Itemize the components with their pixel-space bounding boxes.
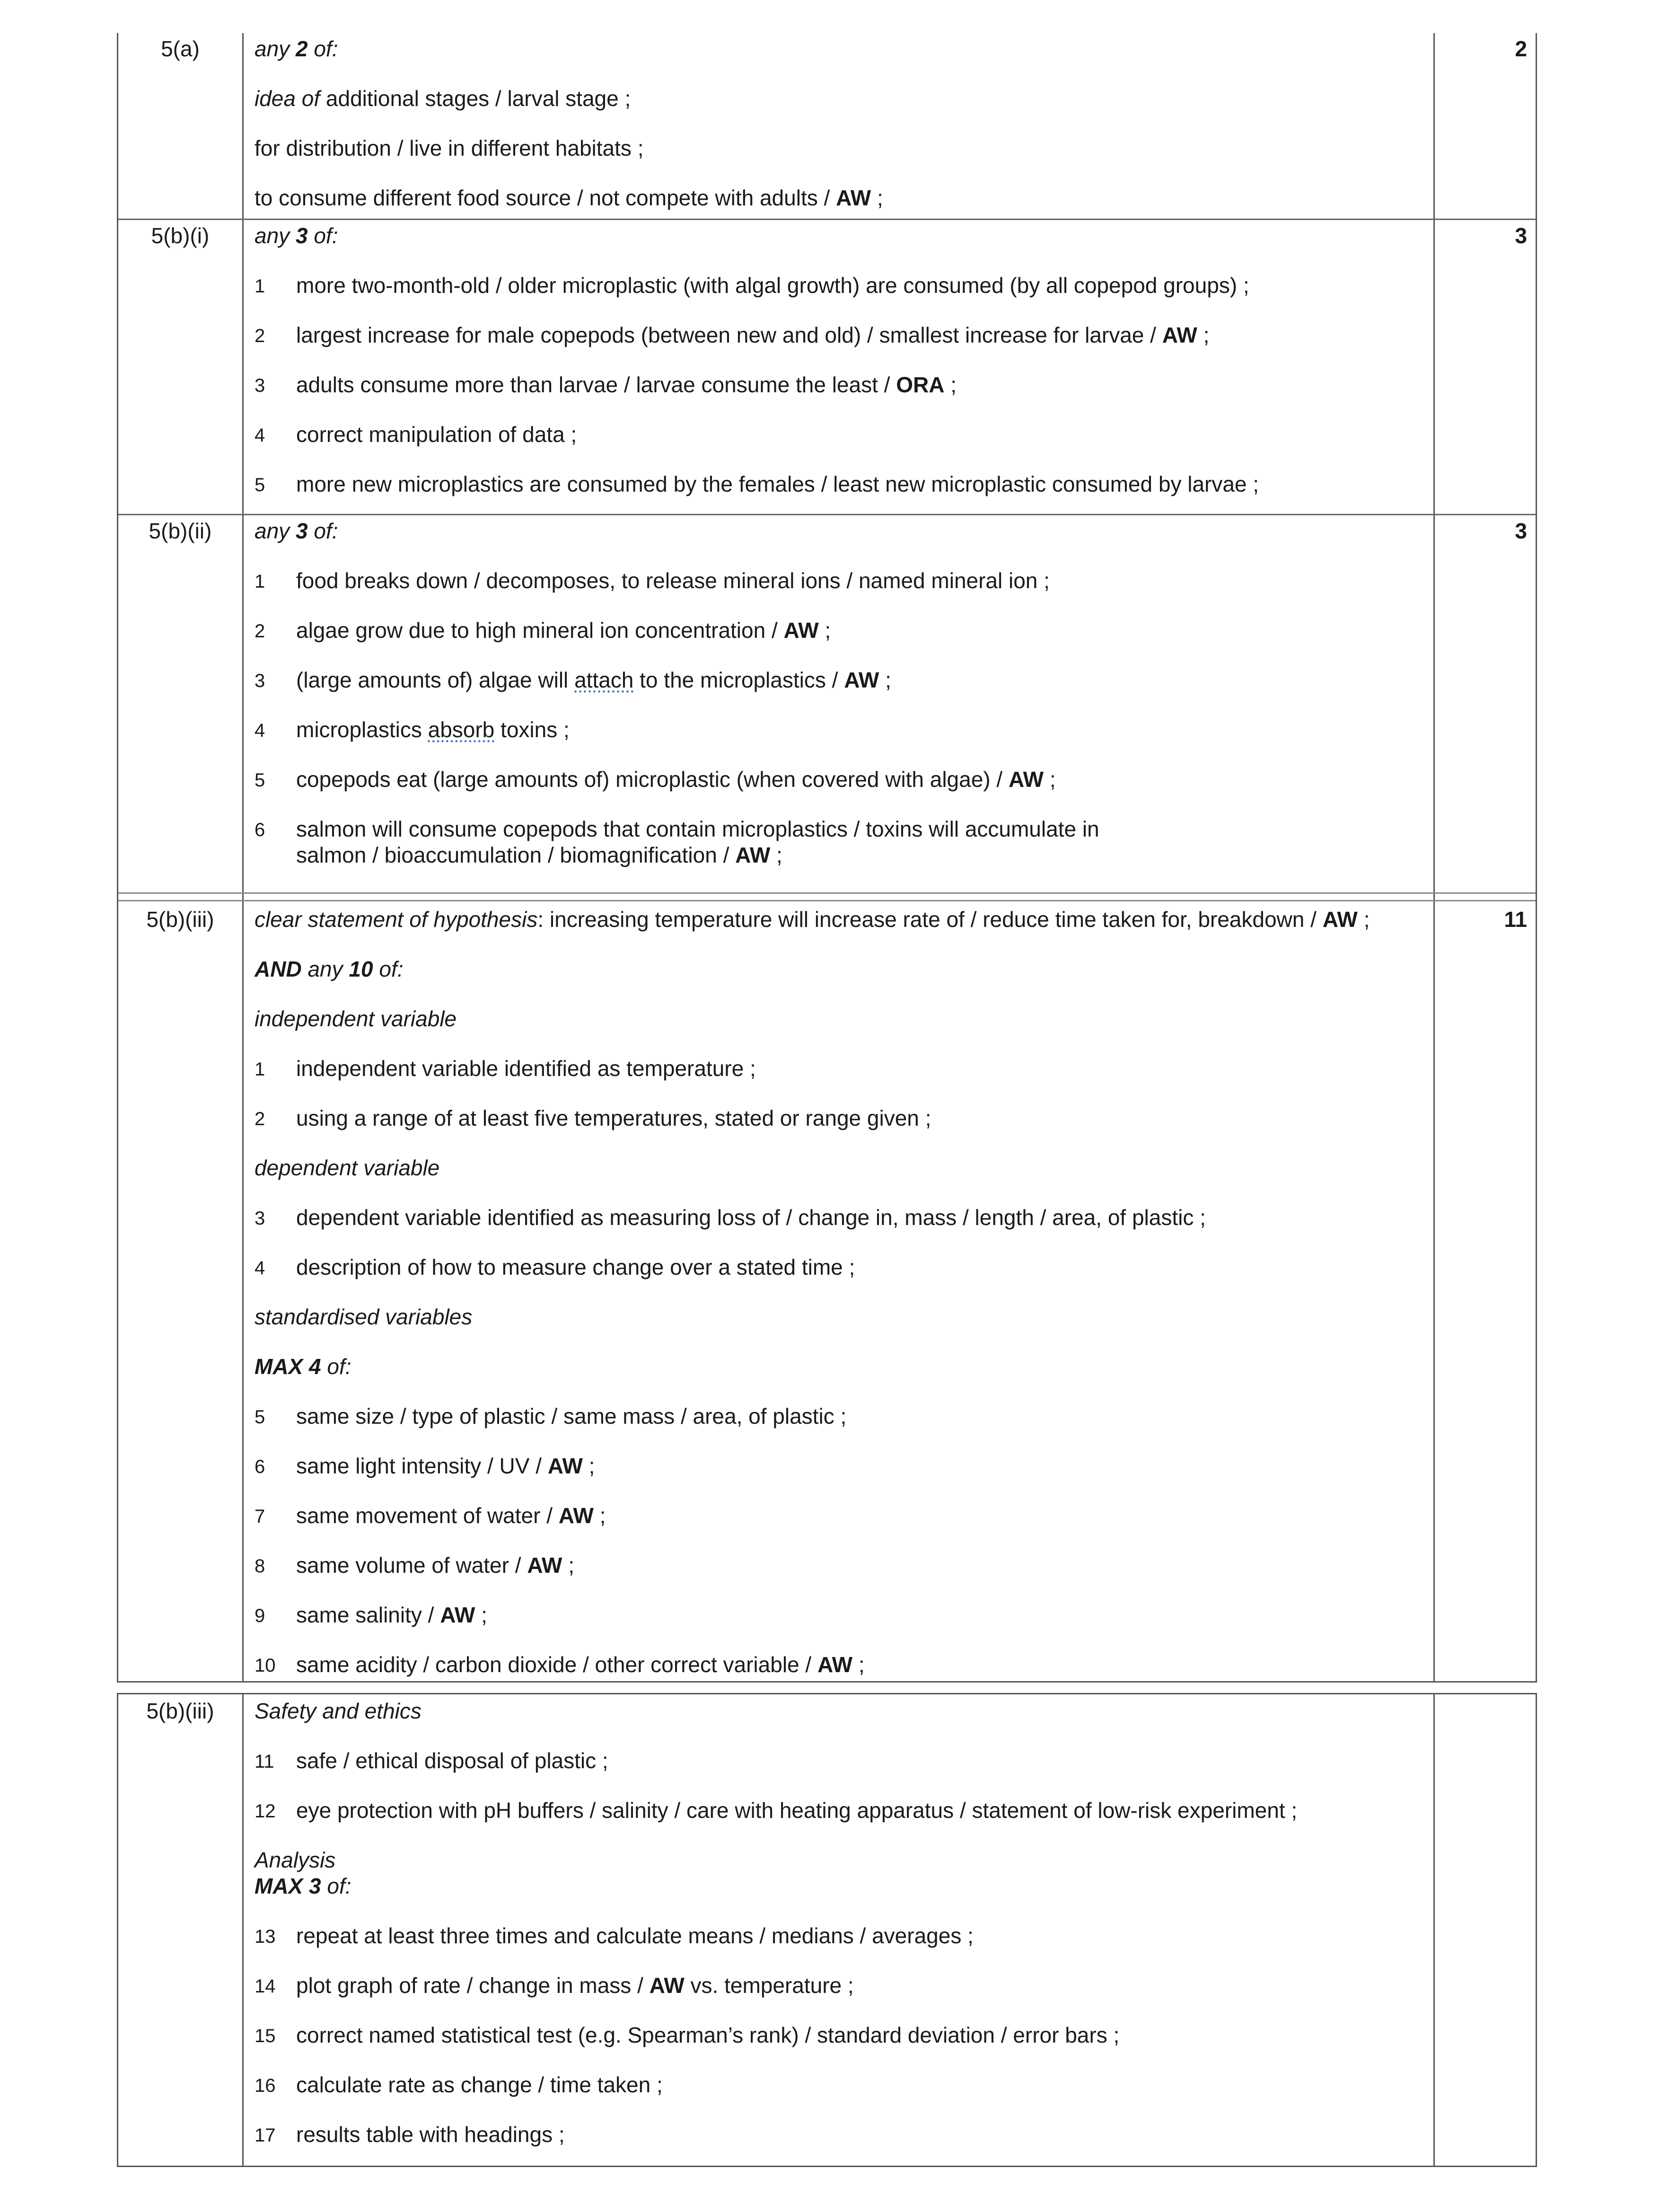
numbered-point [255,1254,1427,1280]
text: ; [852,1652,865,1677]
mark-scheme-table [117,33,1537,1683]
text: copepods eat (large amounts of) microplastic (when covered with algae) / [296,767,1009,792]
point-number: 7 [255,1506,265,1527]
text: same movement of water / [296,1503,559,1528]
numbered-point [255,1652,1427,1678]
hypothesis-line [255,907,1427,933]
text: calculate rate as change / time taken ; [296,2072,663,2097]
numbered-point [255,1503,1427,1529]
instruction-line [255,36,1427,62]
text: AW [649,1973,685,1998]
point-number: 3 [255,375,265,396]
text: AW [547,1454,583,1478]
answer-text [255,907,1427,1701]
text: same light intensity / UV / [296,1454,548,1478]
text: same volume of water / [296,1553,527,1577]
numbered-point [255,568,1427,594]
instruction-line [255,1354,1427,1380]
text: largest increase for male copepods (between new and old) / smallest increase for larvae / [296,323,1162,347]
point-number: 8 [255,1556,265,1577]
text: AND [255,957,302,981]
point-number: 6 [255,820,265,840]
text: safe / ethical disposal of plastic ; [296,1748,608,1773]
numbered-point [255,1973,1427,1999]
text: of: [307,519,338,543]
numbered-point [255,1602,1427,1628]
row-5biii [118,904,1536,1683]
text: to the microplastics / [633,668,844,692]
numbered-point [255,1056,1427,1082]
text: 3 [295,519,308,543]
text: ; [1044,767,1056,792]
text: ; [582,1454,595,1478]
text: more new microplastics are consumed by the females / least new microplastic consumed by larvae ; [296,472,1259,496]
text: ; [770,843,782,867]
point-number: 5 [255,1407,265,1428]
numbered-point [255,2022,1427,2048]
answer-text [255,1698,1427,2171]
point-number: 17 [255,2125,276,2146]
text: of: [373,957,404,981]
text: clear statement of hypothesis [255,907,538,932]
text: more two-month-old / older microplastic (with algal growth) are consumed (by all copepod groups) ; [296,273,1249,298]
text: ; [871,185,883,210]
instruction-line [255,518,1427,544]
numbered-point [255,1403,1427,1429]
text: ; [475,1603,487,1627]
text: of: [307,36,338,61]
text: MAX 4 [255,1354,321,1379]
text: idea of [255,86,320,111]
point-number: 9 [255,1605,265,1626]
question-number: 5(b)(i) [151,223,210,248]
text: any [255,223,296,248]
text: salmon will consume copepods that contain microplastics / toxins will accumulate in [296,817,1099,841]
text: AW [558,1503,594,1528]
numbered-point [255,322,1427,348]
text: dependent variable identified as measuring loss of / change in, mass / length / area, of plastic ; [296,1205,1206,1230]
marks-value: 2 [1515,36,1527,61]
text: plot graph of rate / change in mass / [296,1973,650,1998]
text: of: [307,223,338,248]
numbered-point [255,1923,1427,1949]
text: food breaks down / decomposes, to release mineral ions / named mineral ion ; [296,568,1050,593]
point-number: 2 [255,326,265,346]
text: same size / type of plastic / same mass / area, of plastic ; [296,1404,847,1428]
numbered-point [255,617,1427,643]
point-number: 16 [255,2075,276,2096]
point-number: 5 [255,770,265,791]
text: adults consume more than larvae / larvae consume the least / [296,372,896,397]
section-heading: Safety and ethics [255,1699,422,1723]
numbered-point [255,1205,1427,1231]
text: ; [944,372,957,397]
numbered-point [255,717,1427,743]
text: 10 [349,957,373,981]
point-number: 4 [255,425,265,446]
row-5bi [118,220,1536,515]
question-number: 5(b)(iii) [146,1699,214,1723]
answer-text [255,518,1427,868]
text: AW [440,1603,475,1627]
text: correct named statistical test (e.g. Spearman’s rank) / standard deviation / error bars ; [296,2023,1120,2047]
section-heading: independent variable [255,1006,457,1031]
text: AW [783,618,819,643]
point-number: 11 [255,1751,274,1772]
question-number: 5(a) [161,36,200,61]
text: eye protection with pH buffers / salinity / care with heating apparatus / statement of low-risk experiment ; [296,1798,1298,1823]
point-number: 3 [255,670,265,691]
text: AW [1322,907,1358,932]
point-number: 15 [255,2026,276,2046]
text: any [301,957,349,981]
text: AW [1162,323,1197,347]
instruction-line [255,956,1427,982]
numbered-point [255,422,1427,448]
point-number: 2 [255,621,265,642]
text: independent variable identified as temperature ; [296,1056,756,1081]
text: to consume different food source / not compete with adults / [255,185,836,210]
point-number: 4 [255,720,265,741]
row-divider [118,900,1536,901]
text: AW [527,1553,562,1577]
point-number: 4 [255,1258,265,1278]
text: same acidity / carbon dioxide / other correct variable / [296,1652,817,1677]
text: vs. temperature ; [684,1973,854,1998]
numbered-point [255,1552,1427,1578]
answer-line [255,86,1427,112]
text: same salinity / [296,1603,440,1627]
point-number: 1 [255,571,265,592]
numbered-point [255,816,1427,868]
text: toxins ; [494,717,570,742]
numbered-point [255,273,1427,299]
instruction-line [255,1873,1427,1899]
point-number: 5 [255,475,265,495]
text: MAX 3 [255,1874,321,1898]
numbered-point [255,372,1427,398]
text: results table with headings ; [296,2122,565,2147]
question-number: 5(b)(ii) [149,519,212,543]
text: AW [844,668,879,692]
text: ORA [896,372,945,397]
instruction-line [255,223,1427,249]
text: correct manipulation of data ; [296,422,577,447]
text: of: [321,1874,351,1898]
text: using a range of at least five temperatures, stated or range given ; [296,1106,931,1130]
answer-line [255,185,1427,211]
point-number: 6 [255,1456,265,1477]
marks-value: 11 [1504,907,1527,932]
text: microplastics [296,717,428,742]
point-number: 10 [255,1655,276,1676]
row-divider [118,892,1536,894]
text: absorb [428,717,495,742]
text: (large amounts of) algae will [296,668,575,692]
section-heading: dependent variable [255,1155,440,1180]
point-number: 2 [255,1109,265,1129]
numbered-point [255,1798,1427,1824]
row-5bii [118,515,1536,892]
question-number: 5(b)(iii) [146,907,214,932]
numbered-point [255,667,1427,693]
numbered-point [255,1105,1427,1131]
text: AW [735,843,771,867]
text: additional stages / larval stage ; [320,86,631,111]
point-number: 3 [255,1208,265,1229]
numbered-point [255,2122,1427,2148]
point-number: 13 [255,1926,276,1947]
text: AW [836,185,871,210]
answer-text [255,36,1427,235]
text: repeat at least three times and calculate means / medians / averages ; [296,1923,974,1948]
text: ; [818,618,831,643]
marks-value: 3 [1515,519,1527,543]
answer-text [255,223,1427,521]
text: of: [321,1354,351,1379]
text: attach [574,668,634,692]
row-5biii-continued [118,1694,1536,2168]
answer-line: for distribution / live in different habitats ; [255,136,644,160]
text: ; [1357,907,1370,932]
point-number: 1 [255,1059,265,1080]
text: description of how to measure change over a stated time ; [296,1255,855,1279]
text: any [255,36,296,61]
point-number: 1 [255,276,265,297]
numbered-point [255,2072,1427,2098]
point-number: 14 [255,1976,276,1997]
mark-scheme-table-continued [117,1693,1537,2167]
marks-value: 3 [1515,223,1527,248]
text: : increasing temperature will increase rate of / reduce time taken for, breakdown / [537,907,1323,932]
text: ; [1197,323,1210,347]
row-5a [118,33,1536,220]
text: ; [562,1553,574,1577]
text: algae grow due to high mineral ion concentration / [296,618,784,643]
text: any [255,519,296,543]
text: 2 [295,36,308,61]
text: 3 [295,223,308,248]
text: ; [593,1503,606,1528]
text: AW [1008,767,1044,792]
point-number: 12 [255,1801,276,1822]
numbered-point [255,1453,1427,1479]
section-heading: Analysis [255,1848,336,1872]
section-heading: standardised variables [255,1304,473,1329]
numbered-point [255,767,1427,793]
numbered-point [255,471,1427,497]
text: salmon / bioaccumulation / biomagnification / [296,843,736,867]
text: AW [817,1652,853,1677]
text: ; [879,668,891,692]
numbered-point [255,1748,1427,1774]
